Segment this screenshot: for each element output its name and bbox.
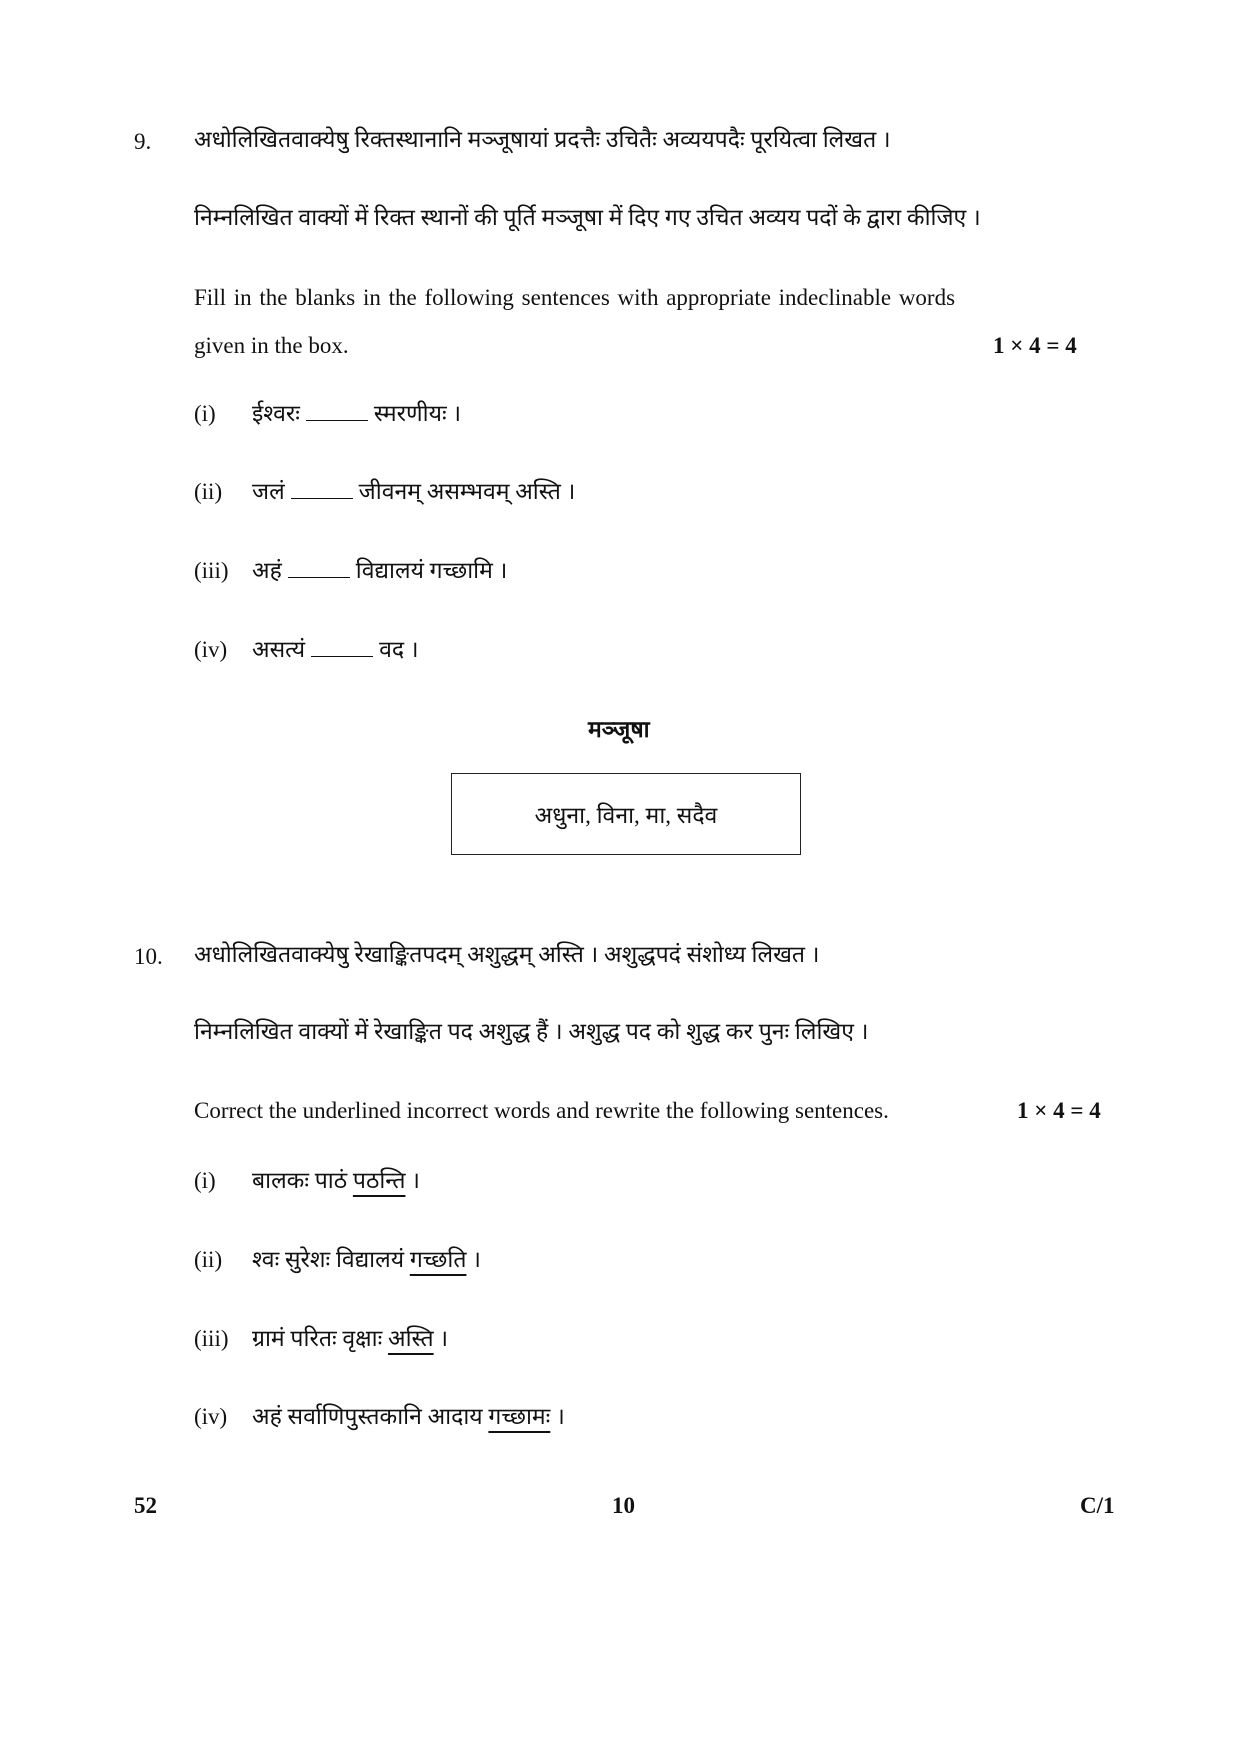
underlined-word: गच्छामः <box>488 1404 551 1429</box>
item <box>194 480 575 503</box>
item-number: (iv) <box>194 637 228 662</box>
underlined-word: गच्छति <box>409 1247 467 1272</box>
item-text: विद्यालयं गच्छामि । <box>355 558 508 583</box>
page-number: 10 <box>612 1493 635 1518</box>
question-number: 10. <box>134 944 163 969</box>
item-text: ग्रामं परितः वृक्षाः <box>252 1326 383 1351</box>
box-words: अधुना, विना, मा, सदैव <box>534 803 718 828</box>
instruction-english: Fill in the blanks in the following sentences with appropriate indeclinable words <box>194 285 956 310</box>
blank <box>306 419 368 421</box>
question-number: 9. <box>134 129 152 154</box>
item-text: जलं <box>252 479 285 504</box>
item-text: बालकः पाठं <box>252 1168 348 1193</box>
instruction-sanskrit: अधोलिखितवाक्येषु रिक्तस्थानानि मञ्जूषायां प्रदत्तैः उचितैः अव्ययपदैः पूरयित्वा लिखत । <box>194 127 891 152</box>
instruction-english-cont: given in the box. <box>194 333 349 358</box>
item-text: असत्यं <box>252 637 306 662</box>
item-text: श्वः सुरेशः विद्यालयं <box>252 1247 405 1272</box>
instruction-hindi: निम्नलिखित वाक्यों में रेखाङ्कित पद अशुद्ध हैं । अशुद्ध पद को शुद्ध कर पुनः लिखिए । <box>194 1019 869 1044</box>
item <box>194 1405 565 1428</box>
word-box <box>451 773 801 855</box>
box-title: मञ्जूषा <box>588 717 650 742</box>
item-text: ईश्वरः <box>252 401 300 426</box>
item-text: । <box>466 1247 481 1272</box>
blank <box>288 576 350 578</box>
item-number: (i) <box>194 401 216 426</box>
item <box>194 1248 481 1271</box>
item <box>194 1169 420 1192</box>
item-number: (ii) <box>194 1247 223 1272</box>
item-number: (iii) <box>194 558 229 583</box>
marks: 1 × 4 = 4 <box>1017 1098 1101 1123</box>
blank <box>311 655 373 657</box>
item-text: जीवनम् असम्भवम् अस्ति । <box>358 479 576 504</box>
item-text: । <box>550 1404 565 1429</box>
item-text: स्मरणीयः । <box>373 401 462 426</box>
item-number: (i) <box>194 1168 216 1193</box>
item-text: अहं सर्वाणिपुस्तकानि आदाय <box>252 1404 483 1429</box>
item-text: अहं <box>252 558 282 583</box>
instruction-english: Correct the underlined incorrect words and rewrite the following sentences. <box>194 1098 889 1123</box>
instruction-sanskrit: अधोलिखितवाक्येषु रेखाङ्कितपदम् अशुद्धम् अस्ति । अशुद्धपदं संशोध्य लिखत । <box>194 942 820 967</box>
item <box>194 402 461 425</box>
item <box>194 559 507 582</box>
blank <box>291 497 353 499</box>
marks: 1 × 4 = 4 <box>993 333 1077 358</box>
item-number: (ii) <box>194 479 223 504</box>
item <box>194 1327 448 1350</box>
underlined-word: पठन्ति <box>352 1168 406 1193</box>
item <box>194 638 419 661</box>
item-number: (iv) <box>194 1404 228 1429</box>
footer-code: 52 <box>134 1493 157 1518</box>
item-number: (iii) <box>194 1326 229 1351</box>
set-code: C/1 <box>1080 1493 1115 1518</box>
item-text: । <box>405 1168 420 1193</box>
item-text: । <box>433 1326 449 1351</box>
instruction-hindi: निम्नलिखित वाक्यों में रिक्त स्थानों की पूर्ति मञ्जूषा में दिए गए उचित अव्यय पदों के द्वारा कीजिए । <box>194 205 981 230</box>
item-text: वद । <box>379 637 419 662</box>
underlined-word: अस्ति <box>388 1326 434 1351</box>
